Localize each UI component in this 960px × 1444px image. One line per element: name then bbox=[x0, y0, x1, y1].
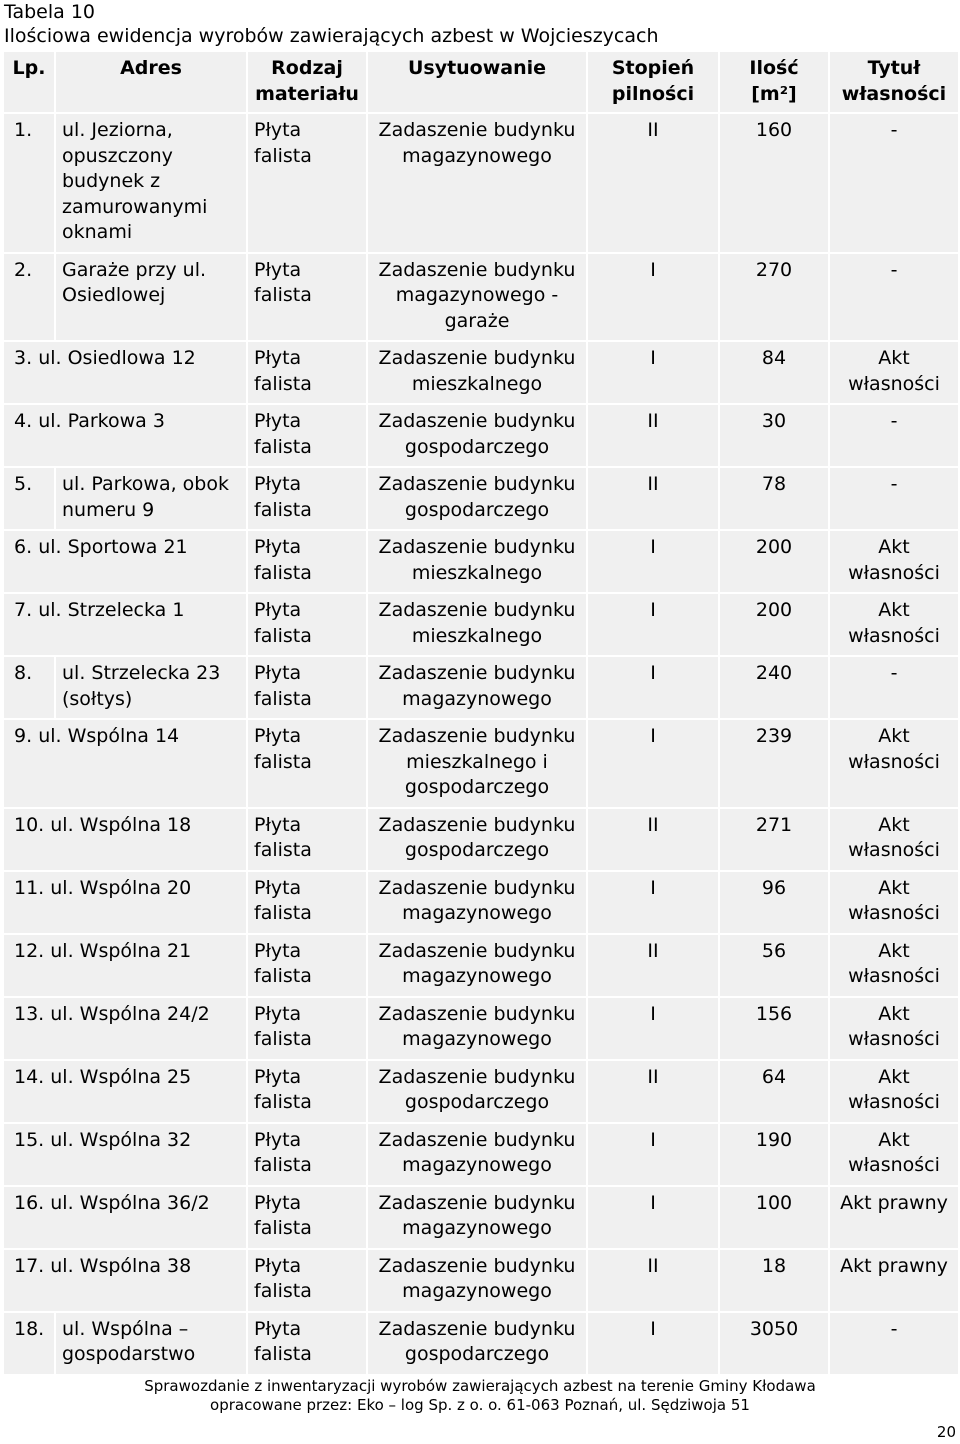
cell-adres: ul. Wspólna 32 bbox=[50, 1128, 192, 1151]
cell-adres: ul. Wspólna 18 bbox=[50, 813, 192, 836]
cell-usytuowanie: Zadaszenie budynku magazynowego bbox=[367, 934, 587, 997]
cell-stopien: II bbox=[587, 1249, 719, 1312]
cell-lp-adres bbox=[3, 934, 247, 997]
cell-adres: ul. Jeziorna, opuszczony budynek z zamurowanymi oknami bbox=[55, 113, 247, 253]
cell-lp-adres bbox=[3, 593, 247, 656]
cell-rodzaj: Płyta falista bbox=[247, 871, 367, 934]
cell-adres: ul. Wspólna – gospodarstwo bbox=[55, 1312, 247, 1375]
cell-lp-adres bbox=[3, 341, 247, 404]
asbestos-inventory-table bbox=[2, 50, 960, 1376]
cell-usytuowanie: Zadaszenie budynku mieszkalnego i gospodarczego bbox=[367, 719, 587, 808]
cell-adres: ul. Parkowa, obok numeru 9 bbox=[55, 467, 247, 530]
cell-stopien: I bbox=[587, 871, 719, 934]
cell-lp: 7. bbox=[14, 599, 33, 621]
cell-lp-adres bbox=[3, 1123, 247, 1186]
cell-tytul: Akt własności bbox=[829, 719, 959, 808]
cell-tytul: Akt prawny bbox=[829, 1249, 959, 1312]
table-row bbox=[3, 1249, 959, 1312]
cell-rodzaj: Płyta falista bbox=[247, 997, 367, 1060]
cell-lp: 10. bbox=[14, 813, 45, 836]
cell-rodzaj: Płyta falista bbox=[247, 1060, 367, 1123]
cell-lp: 17. bbox=[14, 1254, 45, 1277]
cell-tytul: - bbox=[829, 467, 959, 530]
cell-stopien: I bbox=[587, 530, 719, 593]
cell-adres: ul. Wspólna 25 bbox=[50, 1065, 192, 1088]
cell-usytuowanie: Zadaszenie budynku mieszkalnego bbox=[367, 530, 587, 593]
cell-ilosc: 30 bbox=[719, 404, 829, 467]
table-row bbox=[3, 113, 959, 253]
cell-stopien: I bbox=[587, 1312, 719, 1375]
table-header bbox=[3, 51, 959, 113]
cell-lp: 8. bbox=[3, 656, 55, 719]
cell-lp-adres bbox=[3, 1186, 247, 1249]
cell-usytuowanie: Zadaszenie budynku magazynowego bbox=[367, 871, 587, 934]
table-row bbox=[3, 656, 959, 719]
cell-usytuowanie: Zadaszenie budynku magazynowego bbox=[367, 997, 587, 1060]
table-row bbox=[3, 253, 959, 342]
cell-tytul: Akt własności bbox=[829, 997, 959, 1060]
cell-stopien: II bbox=[587, 808, 719, 871]
cell-stopien: I bbox=[587, 997, 719, 1060]
cell-lp: 14. bbox=[14, 1065, 45, 1088]
cell-usytuowanie: Zadaszenie budynku magazynowego bbox=[367, 1123, 587, 1186]
cell-stopien: I bbox=[587, 253, 719, 342]
table-row bbox=[3, 1312, 959, 1375]
cell-ilosc: 239 bbox=[719, 719, 829, 808]
cell-tytul: - bbox=[829, 656, 959, 719]
header-adres: Adres bbox=[55, 51, 247, 113]
cell-tytul: - bbox=[829, 113, 959, 253]
cell-ilosc: 156 bbox=[719, 997, 829, 1060]
cell-usytuowanie: Zadaszenie budynku magazynowego bbox=[367, 1186, 587, 1249]
table-row bbox=[3, 1186, 959, 1249]
cell-stopien: II bbox=[587, 1060, 719, 1123]
cell-usytuowanie: Zadaszenie budynku gospodarczego bbox=[367, 1312, 587, 1375]
cell-usytuowanie: Zadaszenie budynku gospodarczego bbox=[367, 404, 587, 467]
cell-lp-adres bbox=[3, 1249, 247, 1312]
table-row bbox=[3, 530, 959, 593]
cell-lp: 5. bbox=[3, 467, 55, 530]
cell-lp-adres bbox=[3, 997, 247, 1060]
cell-ilosc: 56 bbox=[719, 934, 829, 997]
cell-usytuowanie: Zadaszenie budynku gospodarczego bbox=[367, 808, 587, 871]
table-row bbox=[3, 341, 959, 404]
cell-ilosc: 96 bbox=[719, 871, 829, 934]
cell-adres: ul. Sportowa 21 bbox=[38, 536, 188, 558]
cell-lp: 12. bbox=[14, 939, 45, 962]
cell-lp-adres bbox=[3, 404, 247, 467]
cell-stopien: I bbox=[587, 1186, 719, 1249]
footer-report-title: Sprawozdanie z inwentaryzacji wyrobów zawierających azbest na terenie Gminy Kłodawa bbox=[144, 1377, 816, 1395]
cell-lp: 18. bbox=[3, 1312, 55, 1375]
cell-stopien: I bbox=[587, 341, 719, 404]
cell-adres: ul. Osiedlowa 12 bbox=[38, 347, 196, 369]
cell-adres: ul. Wspólna 20 bbox=[50, 876, 192, 899]
cell-lp: 4. bbox=[14, 410, 33, 432]
cell-lp: 2. bbox=[3, 253, 55, 342]
cell-lp-adres bbox=[3, 871, 247, 934]
cell-adres: ul. Wspólna 21 bbox=[50, 939, 192, 962]
cell-tytul: Akt własności bbox=[829, 871, 959, 934]
cell-adres: ul. Wspólna 38 bbox=[50, 1254, 192, 1277]
cell-rodzaj: Płyta falista bbox=[247, 934, 367, 997]
table-label: Tabela 10 bbox=[4, 1, 95, 23]
cell-lp-adres bbox=[3, 530, 247, 593]
header-lp: Lp. bbox=[3, 51, 55, 113]
cell-ilosc: 200 bbox=[719, 530, 829, 593]
cell-ilosc: 271 bbox=[719, 808, 829, 871]
header-row bbox=[3, 51, 959, 113]
cell-rodzaj: Płyta falista bbox=[247, 341, 367, 404]
cell-tytul: Akt własności bbox=[829, 530, 959, 593]
cell-adres: ul. Strzelecka 1 bbox=[38, 599, 185, 621]
cell-ilosc: 3050 bbox=[719, 1312, 829, 1375]
cell-lp: 11. bbox=[14, 876, 45, 899]
cell-ilosc: 270 bbox=[719, 253, 829, 342]
footer-author: opracowane przez: Eko – log Sp. z o. o. 61-063 Poznań, ul. Sędziwoja 51 bbox=[210, 1396, 750, 1414]
header-ilosc: Ilość [m²] bbox=[719, 51, 829, 113]
cell-usytuowanie: Zadaszenie budynku mieszkalnego bbox=[367, 341, 587, 404]
cell-ilosc: 100 bbox=[719, 1186, 829, 1249]
cell-stopien: II bbox=[587, 404, 719, 467]
cell-stopien: II bbox=[587, 113, 719, 253]
cell-lp-adres bbox=[3, 719, 247, 808]
table-caption bbox=[4, 0, 659, 48]
table-row bbox=[3, 404, 959, 467]
table-row bbox=[3, 997, 959, 1060]
cell-rodzaj: Płyta falista bbox=[247, 404, 367, 467]
cell-rodzaj: Płyta falista bbox=[247, 593, 367, 656]
table-row bbox=[3, 467, 959, 530]
cell-tytul: - bbox=[829, 253, 959, 342]
cell-stopien: I bbox=[587, 1123, 719, 1186]
header-rodzaj: Rodzaj materiału bbox=[247, 51, 367, 113]
cell-ilosc: 160 bbox=[719, 113, 829, 253]
cell-rodzaj: Płyta falista bbox=[247, 656, 367, 719]
cell-ilosc: 190 bbox=[719, 1123, 829, 1186]
header-stopien: Stopień pilności bbox=[587, 51, 719, 113]
cell-usytuowanie: Zadaszenie budynku magazynowego - garaże bbox=[367, 253, 587, 342]
cell-ilosc: 78 bbox=[719, 467, 829, 530]
cell-ilosc: 200 bbox=[719, 593, 829, 656]
table-row bbox=[3, 1123, 959, 1186]
cell-rodzaj: Płyta falista bbox=[247, 1249, 367, 1312]
cell-lp: 13. bbox=[14, 1002, 45, 1025]
table-title: Ilościowa ewidencja wyrobów zawierających azbest w Wojcieszycach bbox=[4, 25, 659, 47]
cell-rodzaj: Płyta falista bbox=[247, 808, 367, 871]
table-row bbox=[3, 808, 959, 871]
cell-tytul: Akt własności bbox=[829, 593, 959, 656]
cell-stopien: I bbox=[587, 593, 719, 656]
cell-stopien: II bbox=[587, 934, 719, 997]
cell-rodzaj: Płyta falista bbox=[247, 253, 367, 342]
cell-rodzaj: Płyta falista bbox=[247, 719, 367, 808]
cell-rodzaj: Płyta falista bbox=[247, 113, 367, 253]
cell-stopien: I bbox=[587, 719, 719, 808]
cell-tytul: Akt własności bbox=[829, 1060, 959, 1123]
cell-tytul: Akt własności bbox=[829, 341, 959, 404]
cell-usytuowanie: Zadaszenie budynku gospodarczego bbox=[367, 467, 587, 530]
cell-rodzaj: Płyta falista bbox=[247, 1312, 367, 1375]
cell-tytul: Akt prawny bbox=[829, 1186, 959, 1249]
cell-ilosc: 64 bbox=[719, 1060, 829, 1123]
cell-ilosc: 84 bbox=[719, 341, 829, 404]
cell-rodzaj: Płyta falista bbox=[247, 1123, 367, 1186]
table-row bbox=[3, 719, 959, 808]
cell-usytuowanie: Zadaszenie budynku mieszkalnego bbox=[367, 593, 587, 656]
table-row bbox=[3, 593, 959, 656]
cell-tytul: Akt własności bbox=[829, 934, 959, 997]
cell-rodzaj: Płyta falista bbox=[247, 530, 367, 593]
page-number: 20 bbox=[936, 1423, 956, 1441]
cell-lp: 6. bbox=[14, 536, 33, 558]
table-body bbox=[3, 113, 959, 1375]
cell-adres: ul. Wspólna 24/2 bbox=[50, 1002, 210, 1025]
cell-adres: ul. Strzelecka 23 (sołtys) bbox=[55, 656, 247, 719]
cell-lp: 16. bbox=[14, 1191, 45, 1214]
cell-rodzaj: Płyta falista bbox=[247, 1186, 367, 1249]
cell-tytul: Akt własności bbox=[829, 808, 959, 871]
cell-usytuowanie: Zadaszenie budynku magazynowego bbox=[367, 113, 587, 253]
cell-tytul: - bbox=[829, 1312, 959, 1375]
cell-adres: ul. Parkowa 3 bbox=[38, 410, 165, 432]
header-tytul: Tytuł własności bbox=[829, 51, 959, 113]
cell-adres: ul. Wspólna 36/2 bbox=[50, 1191, 210, 1214]
table-row bbox=[3, 1060, 959, 1123]
cell-usytuowanie: Zadaszenie budynku gospodarczego bbox=[367, 1060, 587, 1123]
cell-lp: 9. bbox=[14, 725, 33, 747]
table-row bbox=[3, 934, 959, 997]
cell-rodzaj: Płyta falista bbox=[247, 467, 367, 530]
cell-stopien: II bbox=[587, 467, 719, 530]
cell-ilosc: 18 bbox=[719, 1249, 829, 1312]
cell-tytul: - bbox=[829, 404, 959, 467]
cell-lp: 3. bbox=[14, 347, 33, 369]
cell-lp: 15. bbox=[14, 1128, 45, 1151]
cell-lp-adres bbox=[3, 808, 247, 871]
cell-lp-adres bbox=[3, 1060, 247, 1123]
cell-adres: ul. Wspólna 14 bbox=[38, 725, 180, 747]
cell-stopien: I bbox=[587, 656, 719, 719]
cell-lp: 1. bbox=[3, 113, 55, 253]
cell-usytuowanie: Zadaszenie budynku magazynowego bbox=[367, 1249, 587, 1312]
cell-usytuowanie: Zadaszenie budynku magazynowego bbox=[367, 656, 587, 719]
cell-ilosc: 240 bbox=[719, 656, 829, 719]
table-row bbox=[3, 871, 959, 934]
cell-adres: Garaże przy ul. Osiedlowej bbox=[55, 253, 247, 342]
header-usytuowanie: Usytuowanie bbox=[367, 51, 587, 113]
cell-tytul: Akt własności bbox=[829, 1123, 959, 1186]
